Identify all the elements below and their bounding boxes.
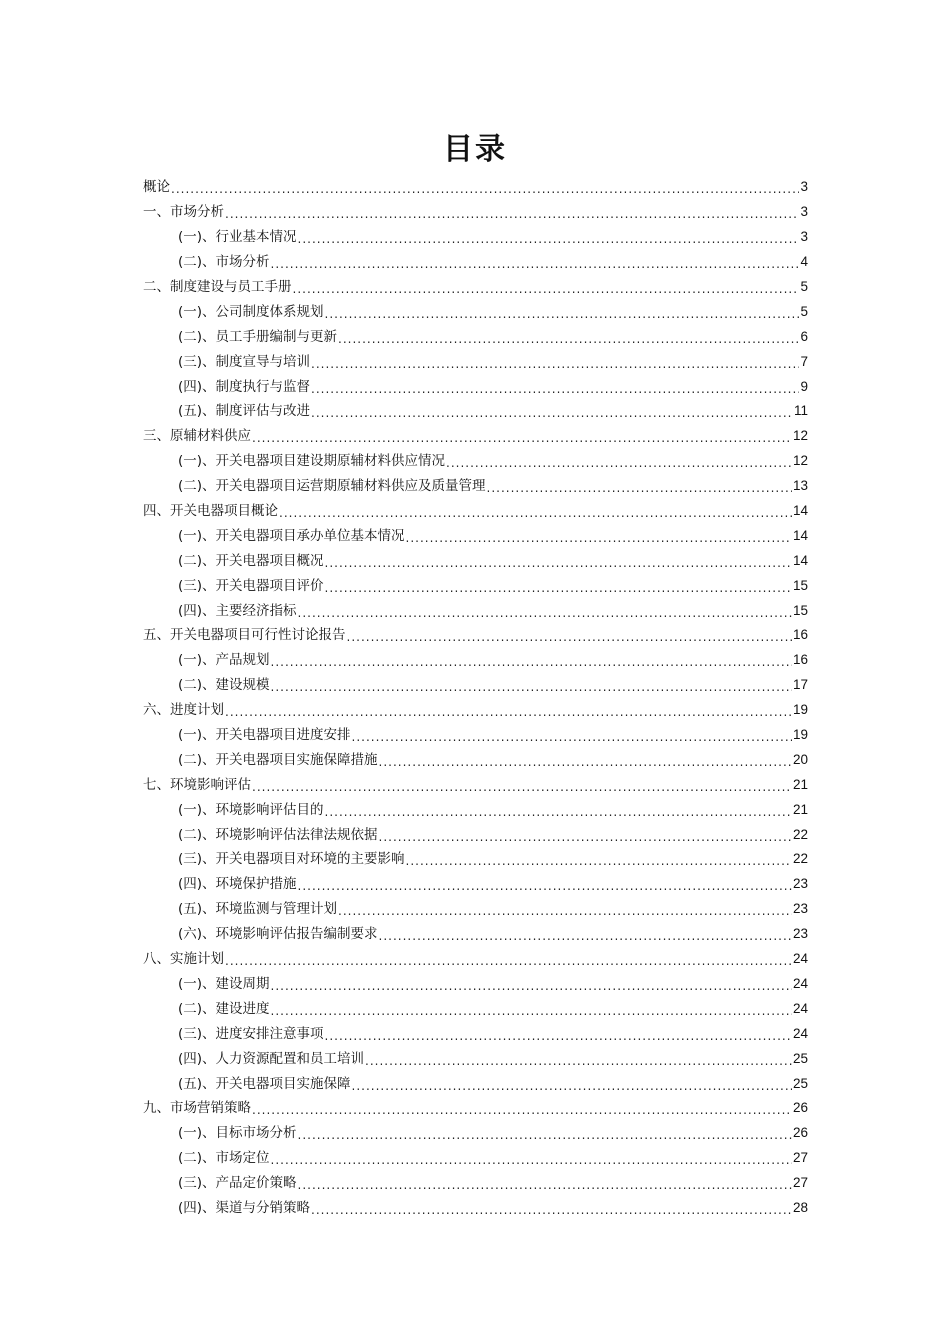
toc-dot-leader: [271, 977, 792, 995]
toc-dot-leader: [487, 479, 792, 497]
toc-entry[interactable]: [143, 747, 808, 772]
toc-dot-leader: [252, 429, 792, 447]
toc-dot-leader: [352, 1077, 792, 1095]
toc-dot-leader: [365, 1052, 792, 1070]
toc-entry[interactable]: [143, 772, 808, 797]
toc-entry-title: (五)、制度评估与改进: [178, 403, 311, 420]
toc-dot-leader: [325, 1027, 792, 1045]
toc-entry[interactable]: [143, 200, 808, 225]
toc-entry[interactable]: [143, 275, 808, 300]
toc-entry-page-number: 27: [792, 1175, 808, 1191]
toc-entry-title: (一)、开关电器项目承办单位基本情况: [178, 527, 405, 544]
toc-dot-leader: [338, 330, 799, 348]
toc-entry-title: (二)、开关电器项目运营期原辅材料供应及质量管理: [178, 478, 486, 495]
toc-entry-title: (二)、员工手册编制与更新: [178, 328, 338, 345]
toc-dot-leader: [298, 604, 792, 622]
toc-entry-page-number: 23: [792, 901, 808, 917]
toc-entry-title: (一)、产品规划: [178, 652, 270, 669]
toc-entry[interactable]: [143, 822, 808, 847]
toc-entry[interactable]: [143, 1146, 808, 1171]
toc-entry-page-number: 13: [792, 478, 808, 494]
toc-entry[interactable]: [143, 573, 808, 598]
toc-entry-page-number: 11: [793, 403, 808, 419]
toc-entry-title: (五)、环境监测与管理计划: [178, 901, 338, 918]
toc-dot-leader: [325, 579, 792, 597]
toc-entry-title: (二)、建设规模: [178, 677, 270, 694]
toc-entry-page-number: 24: [792, 1000, 808, 1016]
toc-entry[interactable]: [143, 1096, 808, 1121]
toc-dot-leader: [311, 404, 793, 422]
toc-entry-page-number: 21: [792, 801, 808, 817]
toc-entry[interactable]: [143, 972, 808, 997]
toc-entry-page-number: 24: [792, 951, 808, 967]
toc-entry-title: (一)、环境影响评估目的: [178, 801, 324, 818]
toc-entry-title: (三)、进度安排注意事项: [178, 1025, 324, 1042]
toc-entry-page-number: 26: [792, 1100, 808, 1116]
toc-entry[interactable]: [143, 474, 808, 499]
toc-entry-page-number: 23: [792, 876, 808, 892]
toc-entry-title: (四)、渠道与分销策略: [178, 1199, 311, 1216]
toc-dot-leader: [271, 653, 792, 671]
toc-entry[interactable]: [143, 897, 808, 922]
toc-dot-leader: [298, 230, 800, 248]
toc-entry[interactable]: [143, 1046, 808, 1071]
toc-entry-page-number: 23: [792, 926, 808, 942]
toc-entry-page-number: 25: [792, 1075, 808, 1091]
toc-entry[interactable]: [143, 349, 808, 374]
toc-entry[interactable]: [143, 324, 808, 349]
toc-entry-title: (一)、公司制度体系规划: [178, 303, 324, 320]
toc-dot-leader: [325, 803, 792, 821]
toc-entry[interactable]: [143, 797, 808, 822]
toc-entry[interactable]: [143, 1196, 808, 1221]
toc-dot-leader: [298, 1176, 792, 1194]
toc-entry[interactable]: [143, 872, 808, 897]
toc-dot-leader: [252, 1101, 792, 1119]
toc-entry[interactable]: [143, 623, 808, 648]
toc-entry-page-number: 3: [800, 204, 808, 220]
toc-entry-page-number: 6: [800, 328, 808, 344]
toc-dot-leader: [325, 305, 800, 323]
toc-dot-leader: [379, 927, 792, 945]
toc-dot-leader: [271, 255, 800, 273]
toc-entry-title: (三)、产品定价策略: [178, 1175, 297, 1192]
toc-entry-page-number: 17: [792, 677, 808, 693]
toc-dot-leader: [225, 952, 792, 970]
toc-dot-leader: [406, 529, 792, 547]
toc-entry[interactable]: [143, 449, 808, 474]
toc-entry-page-number: 24: [792, 975, 808, 991]
toc-entry-page-number: 7: [800, 353, 808, 369]
toc-entry-title: (一)、目标市场分析: [178, 1125, 297, 1142]
toc-dot-leader: [171, 180, 799, 198]
toc-entry-page-number: 4: [800, 254, 808, 270]
toc-dot-leader: [225, 703, 792, 721]
toc-dot-leader: [311, 380, 799, 398]
toc-entry-page-number: 22: [792, 851, 808, 867]
toc-entry-page-number: 27: [792, 1150, 808, 1166]
toc-entry[interactable]: [143, 698, 808, 723]
toc-entry-title: (二)、市场分析: [178, 254, 270, 271]
toc-entry[interactable]: [143, 499, 808, 524]
toc-entry-page-number: 25: [792, 1050, 808, 1066]
toc-dot-leader: [325, 554, 792, 572]
toc-entry-page-number: 24: [792, 1025, 808, 1041]
toc-entry-page-number: 3: [800, 229, 808, 245]
toc-dot-leader: [379, 753, 792, 771]
toc-entry[interactable]: [143, 225, 808, 250]
toc-entry[interactable]: [143, 175, 808, 200]
toc-entry-page-number: 16: [792, 652, 808, 668]
toc-entry-title: 九、市场营销策略: [143, 1100, 251, 1117]
toc-entry[interactable]: [143, 996, 808, 1021]
toc-dot-leader: [225, 205, 799, 223]
toc-dot-leader: [293, 280, 800, 298]
toc-dot-leader: [406, 852, 792, 870]
toc-entry[interactable]: [143, 847, 808, 872]
toc-dot-leader: [271, 678, 792, 696]
toc-entry[interactable]: [143, 598, 808, 623]
toc-entry-title: (五)、开关电器项目实施保障: [178, 1075, 351, 1092]
toc-entry-page-number: 15: [792, 577, 808, 593]
toc-entry[interactable]: [143, 424, 808, 449]
toc-entry[interactable]: [143, 523, 808, 548]
toc-entry[interactable]: [143, 250, 808, 275]
toc-entry[interactable]: [143, 374, 808, 399]
toc-entry-title: (二)、开关电器项目实施保障措施: [178, 751, 378, 768]
toc-entry-title: (一)、行业基本情况: [178, 229, 297, 246]
toc-entry-title: (一)、建设周期: [178, 975, 270, 992]
toc-entry-page-number: 19: [792, 727, 808, 743]
toc-entry-title: 一、市场分析: [143, 204, 224, 221]
toc-entry-page-number: 22: [792, 826, 808, 842]
toc-dot-leader: [311, 1201, 792, 1219]
toc-list: [143, 175, 808, 1220]
toc-dot-leader: [298, 1126, 792, 1144]
toc-entry-title: (一)、开关电器项目进度安排: [178, 727, 351, 744]
toc-entry-title: 八、实施计划: [143, 951, 224, 968]
toc-entry-page-number: 12: [792, 453, 808, 469]
toc-entry-title: 三、原辅材料供应: [143, 428, 251, 445]
toc-entry-title: (四)、制度执行与监督: [178, 378, 311, 395]
toc-entry-title: (四)、环境保护措施: [178, 876, 297, 893]
toc-entry-title: 四、开关电器项目概论: [143, 503, 278, 520]
toc-entry-title: (二)、市场定位: [178, 1150, 270, 1167]
toc-entry[interactable]: [143, 1021, 808, 1046]
toc-entry-title: (二)、环境影响评估法律法规依据: [178, 826, 378, 843]
toc-entry-page-number: 21: [792, 776, 808, 792]
toc-dot-leader: [252, 778, 792, 796]
toc-entry[interactable]: [143, 673, 808, 698]
toc-entry-title: (四)、人力资源配置和员工培训: [178, 1050, 365, 1067]
toc-dot-leader: [338, 902, 792, 920]
toc-entry-page-number: 14: [792, 503, 808, 519]
toc-dot-leader: [298, 877, 792, 895]
toc-entry-page-number: 12: [792, 428, 808, 444]
toc-dot-leader: [279, 504, 792, 522]
toc-entry-title: 七、环境影响评估: [143, 776, 251, 793]
toc-entry-page-number: 16: [792, 627, 808, 643]
toc-entry-page-number: 14: [792, 527, 808, 543]
toc-entry-title: (二)、建设进度: [178, 1000, 270, 1017]
toc-dot-leader: [379, 828, 792, 846]
toc-entry[interactable]: [143, 922, 808, 947]
toc-dot-leader: [347, 628, 792, 646]
toc-entry-title: 概论: [143, 179, 170, 196]
toc-entry-title: (一)、开关电器项目建设期原辅材料供应情况: [178, 453, 446, 470]
toc-entry[interactable]: [143, 648, 808, 673]
toc-dot-leader: [271, 1002, 792, 1020]
toc-entry[interactable]: [143, 1121, 808, 1146]
toc-title: 目录: [443, 132, 507, 167]
toc-entry-title: (二)、开关电器项目概况: [178, 552, 324, 569]
toc-entry-page-number: 28: [792, 1199, 808, 1215]
toc-entry[interactable]: [143, 947, 808, 972]
toc-entry-title: 五、开关电器项目可行性讨论报告: [143, 627, 346, 644]
toc-entry-page-number: 14: [792, 552, 808, 568]
toc-entry-title: 二、制度建设与员工手册: [143, 279, 292, 295]
toc-entry-title: (三)、开关电器项目评价: [178, 577, 324, 594]
toc-entry-title: 六、进度计划: [143, 702, 224, 719]
toc-entry[interactable]: [143, 723, 808, 748]
toc-entry[interactable]: [143, 1171, 808, 1196]
toc-dot-leader: [271, 1151, 792, 1169]
toc-entry-page-number: 15: [792, 602, 808, 618]
toc-dot-leader: [311, 355, 799, 373]
toc-entry-page-number: 3: [800, 179, 808, 195]
toc-entry-title: (六)、环境影响评估报告编制要求: [178, 926, 378, 943]
toc-entry[interactable]: [143, 299, 808, 324]
toc-entry-page-number: 5: [800, 303, 808, 319]
toc-entry-page-number: 20: [792, 751, 808, 767]
toc-entry-page-number: 26: [792, 1125, 808, 1141]
toc-entry-title: (三)、开关电器项目对环境的主要影响: [178, 851, 405, 868]
toc-entry-title: (四)、主要经济指标: [178, 602, 297, 619]
toc-dot-leader: [446, 454, 792, 472]
toc-entry[interactable]: [143, 1071, 808, 1096]
toc-entry-title: (三)、制度宣导与培训: [178, 353, 311, 370]
toc-entry-page-number: 5: [800, 279, 808, 294]
toc-entry-page-number: 9: [800, 378, 808, 394]
toc-entry[interactable]: [143, 399, 808, 424]
toc-entry[interactable]: [143, 548, 808, 573]
toc-entry-page-number: 19: [792, 702, 808, 718]
toc-dot-leader: [352, 728, 792, 746]
